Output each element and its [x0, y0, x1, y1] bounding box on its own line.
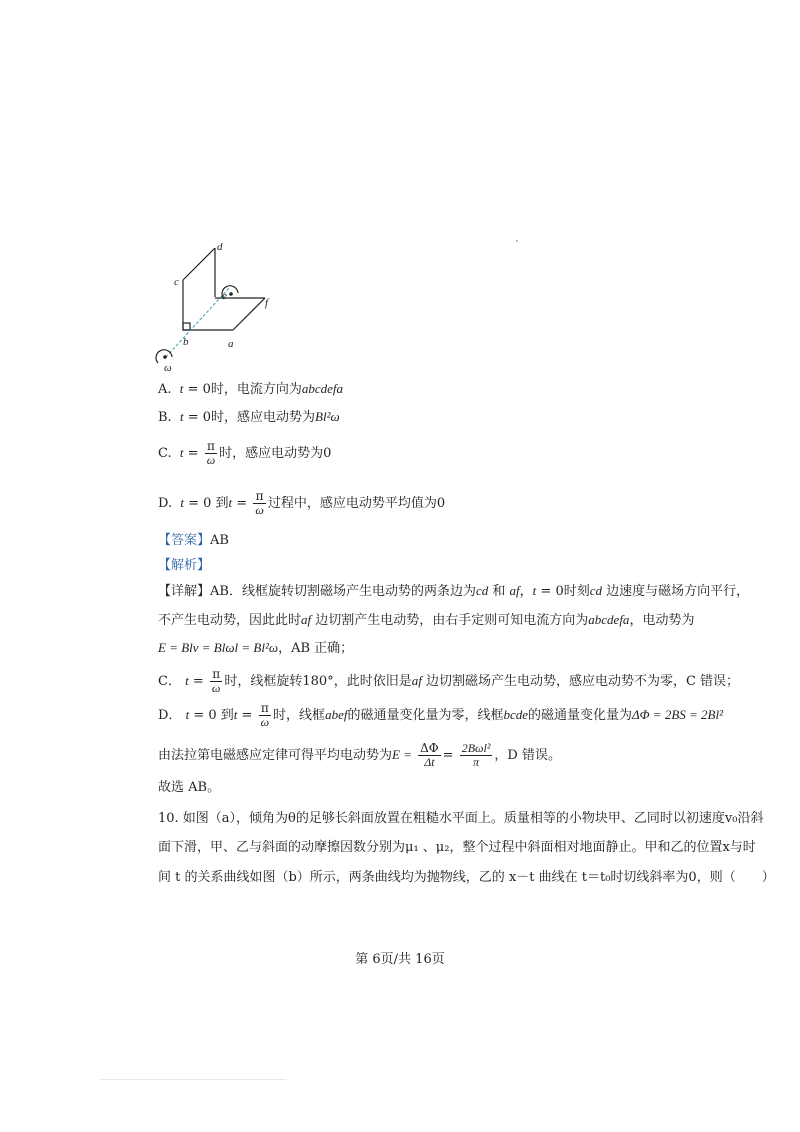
option-d: D. t = 0 到t = $\frac{\pi}{\omega}$ 过程中，感应电动势平均值为0 [158, 489, 446, 517]
label-e: e [222, 290, 227, 302]
page-footer: 第 6页/共 16页 [355, 952, 445, 967]
q10-line-2: 面下滑，甲、乙与斜面的动摩擦因数分别为μ₁ 、μ₂，整个过程中斜面相对地面静止。甲和乙的位置x与时 [158, 840, 756, 855]
label-omega: ω [164, 362, 172, 374]
detail-line-3: E = Blv = Blωl = Bl²ω，AB 正确； [158, 640, 354, 656]
label-a: a [228, 338, 234, 350]
detail-line-2: 不产生电动势，因此此时af 边切割产生电动势，由右手定则可知电流方向为abcdefa，电动势为 [158, 612, 695, 628]
detail-line-e: 由法拉第电磁感应定律可得平均电动势为E = $\frac{\Delta\Phi}{\Delta t}$ = $\frac{\text{2Bωl²}}{\pi}$ ，D 错误。 [158, 741, 561, 769]
option-c: C. t = $\frac{\pi}{\omega}$ 时，感应电动势为0 [158, 439, 332, 467]
label-b: b [183, 336, 189, 348]
scan-artifact-line [100, 1079, 286, 1080]
q10-line-3: 间 t 的关系曲线如图（b）所示，两条曲线均为抛物线，乙的 x－t 曲线在 t＝t₀时切线斜率为0，则（ ） [158, 870, 775, 885]
analysis-heading: 【解析】 [158, 558, 211, 573]
label-d: d [217, 241, 223, 253]
label-c: c [174, 276, 179, 288]
rotating-frame-figure [150, 235, 290, 375]
detail-line-d: D． t = 0 到t = $\frac{\pi}{\omega}$ 时，线框abef的磁通量变化量为零，线框bcde的磁通量变化量为ΔΦ = 2BS = 2Bl² [158, 701, 723, 729]
answer-line: 【答案】AB [158, 533, 229, 548]
detail-line-1: 【详解】AB．线框旋转切割磁场产生电动势的两条边为cd 和 af，t = 0时刻cd 边速度与磁场方向平行， [158, 583, 750, 599]
label-f: f [265, 297, 269, 309]
q10-line-1: 10. 如图（a），倾角为θ的足够长斜面放置在粗糙水平面上。质量相等的小物块甲、乙同时以初速度v₀沿斜 [158, 811, 764, 826]
detail-line-c: C． t = $\frac{\pi}{\omega}$ 时，线框旋转180°，此时依旧是af 边切割磁场产生电动势，感应电动势不为零，C 错误； [158, 667, 740, 695]
option-b: B. t = 0时，感应电动势为Bl²ω [158, 409, 340, 425]
detail-choose: 故选 AB。 [158, 780, 221, 795]
option-a: A. t = 0时，电流方向为abcdefa [158, 381, 344, 397]
scan-speck [516, 240, 518, 242]
